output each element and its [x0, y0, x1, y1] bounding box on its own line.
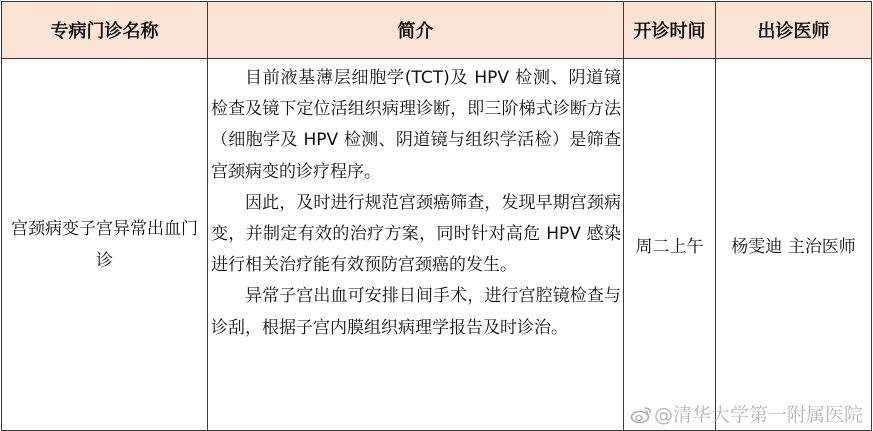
header-doctor: 出诊医师 — [716, 2, 872, 59]
clinic-table — [1, 1, 872, 431]
table-row — [2, 59, 872, 431]
header-clinic-name: 专病门诊名称 — [2, 2, 208, 59]
table-header-row — [2, 2, 872, 59]
doctor-cell: 杨雯迪 主治医师 — [716, 59, 872, 431]
intro-paragraph-2: 因此，及时进行规范宫颈癌筛查，发现早期宫颈病变，并制定有效的治疗方案，同时针对高危 HPV 感染进行相关治疗能有效预防宫颈癌的发生。 — [211, 192, 621, 276]
watermark-text: @清华大学第一附属医院 — [653, 404, 863, 426]
header-intro: 简介 — [208, 2, 624, 59]
intro-paragraph-3: 异常子宫出血可安排日间手术，进行宫腔镜检查与诊刮，根据子宫内膜组织病理学报告及时诊治。 — [211, 286, 621, 338]
intro-paragraph-1: 目前液基薄层细胞学(TCT)及 HPV 检测、阴道镜检查及镜下定位活组织病理诊断，即三阶梯式诊断方法（细胞学及 HPV 检测、阴道镜与组织学活检）是筛查宫颈病变的诊疗程序。 — [211, 68, 621, 182]
clinic-name-cell: 宫颈病变子宫异常出血门诊 — [2, 59, 208, 431]
intro-cell — [208, 59, 624, 431]
clinic-time-cell: 周二上午 — [624, 59, 716, 431]
header-time: 开诊时间 — [624, 2, 716, 59]
